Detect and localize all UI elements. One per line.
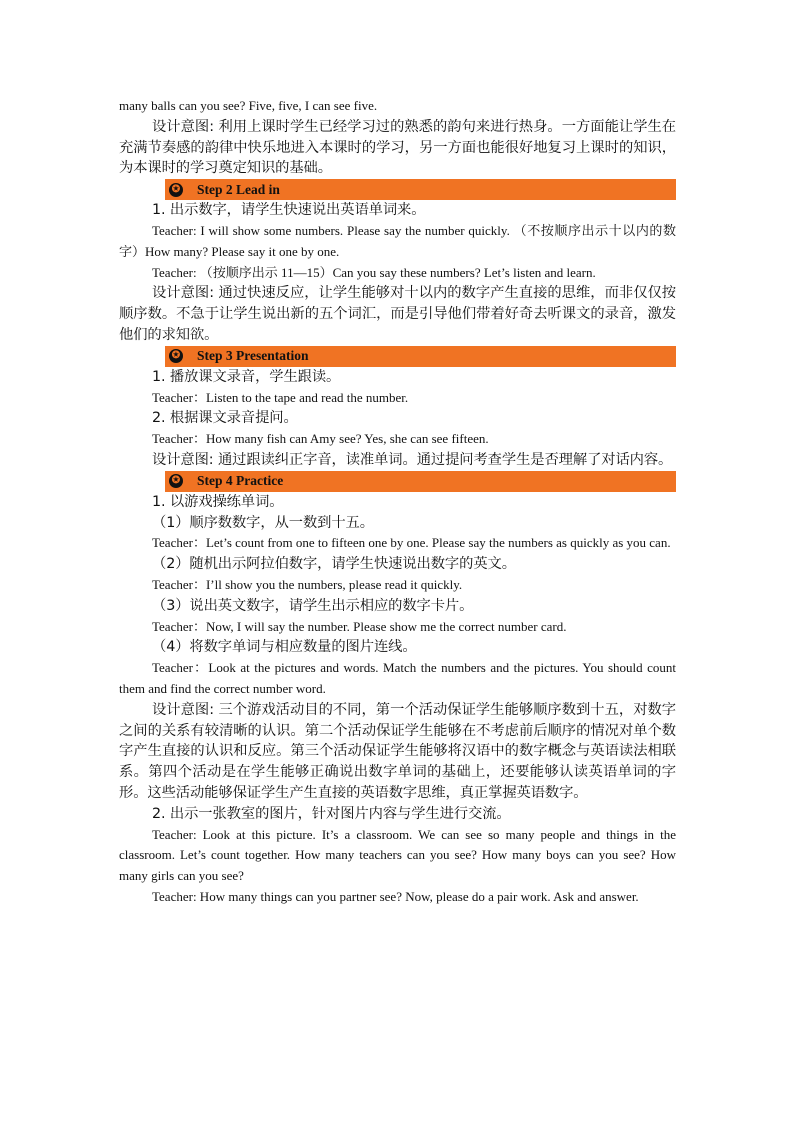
step4-teacher1: Teacher：Let’s count from one to fifteen one by one. Please say the numbers as quickly as you can. (152, 535, 671, 551)
step4-sub1: （1）顺序数数字，从一数到十五。 (152, 514, 374, 531)
step4-teacher5: Teacher: Look at this picture. It’s a classroom. We can see so many people and things in the classroom. Let’s count together. How many teachers can you see? How many boys can you see? How many girls can you see? (119, 826, 676, 884)
step3-teacher1: Teacher：Listen to the tape and read the number. (152, 389, 409, 405)
step4-teacher6: Teacher: How many things can you partner see? Now, please do a pair work. Ask and answer. (152, 888, 639, 904)
step2-design: 设计意图: 通过快速反应，让学生能够对十以内的数字产生直接的思维，而非仅仅按顺序数。不急于让学生说出新的五个词汇，而是引导他们带着好奇去听课文的录音，激发他们的求知欲。 (119, 285, 676, 343)
step4-item2: 2. 出示一张教室的图片，针对图片内容与学生进行交流。 (152, 805, 511, 822)
step3-item1: 1. 播放课文录音，学生跟读。 (152, 368, 341, 385)
step4-teacher3: Teacher：Now, I will say the number. Please show me the correct number card. (152, 618, 567, 634)
step3-teacher2: Teacher：How many fish can Amy see? Yes, she can see fifteen. (152, 431, 489, 447)
intro-line: many balls can you see? Five, five, I can see five. (119, 98, 378, 113)
step4-design: 设计意图: 三个游戏活动目的不同，第一个活动保证学生能够顺序数到十五，对数字之间的关系有较清晰的认识。第二个活动保证学生能够在不考虑前后顺序的情况对单个数字产生直接的认识和反应。第三个活动保证学生能够将汉语中的数字概念与英语读法相联系。第四个活动是在学生能够正确说出数字单词的基础上，还要能够认读英语单词的字形。这些活动能够保证学生产生直接的英语数字思维，真正掌握英语数字。 (119, 701, 676, 801)
step3-item2: 2. 根据课文录音提问。 (152, 410, 298, 427)
step2-header (165, 179, 676, 200)
step4-sub3: （3）说出英文数字，请学生出示相应的数字卡片。 (152, 597, 474, 614)
step2-item1: 1. 出示数字，请学生快速说出英语单词来。 (152, 202, 426, 219)
step3-title: Step 3 Presentation (197, 348, 309, 364)
step3-design: 设计意图: 通过跟读纠正字音，读准单词。通过提问考查学生是否理解了对话内容。 (152, 451, 673, 468)
document-page (119, 96, 676, 908)
step3-header (165, 346, 676, 367)
star-bullet-icon: ✪ (169, 474, 183, 488)
step4-title: Step 4 Practice (197, 473, 284, 489)
step4-sub2: （2）随机出示阿拉伯数字，请学生快速说出数字的英文。 (152, 556, 516, 573)
design-intent-1: 设计意图: 利用上课时学生已经学习过的熟悉的韵句来进行热身。一方面能让学生在充满节奏感的韵律中快乐地进入本课时的学习，另一方面也能很好地复习上课时的知识，为本课时的学习奠定知识的基础。 (119, 118, 676, 177)
step2-teacher2: Teacher: （按顺序出示 11—15）Can you say these numbers? Let’s listen and learn. (152, 264, 596, 280)
step4-item1: 1. 以游戏操练单词。 (152, 493, 284, 510)
step4-teacher4: Teacher：Look at the pictures and words. Match the numbers and the pictures. You should count them and find the correct number word. (119, 660, 676, 696)
star-bullet-icon: ✪ (169, 183, 183, 197)
step4-header (165, 471, 676, 492)
step4-sub4: （4）将数字单词与相应数量的图片连线。 (152, 639, 417, 656)
star-bullet-icon: ✪ (169, 349, 183, 363)
step4-teacher2: Teacher：I’ll show you the numbers, please read it quickly. (152, 576, 463, 592)
step2-title: Step 2 Lead in (197, 181, 280, 197)
step2-teacher1: Teacher: I will show some numbers. Please say the number quickly. （不按顺序出示十以内的数字）How many? Please say it one by one. (119, 222, 676, 259)
